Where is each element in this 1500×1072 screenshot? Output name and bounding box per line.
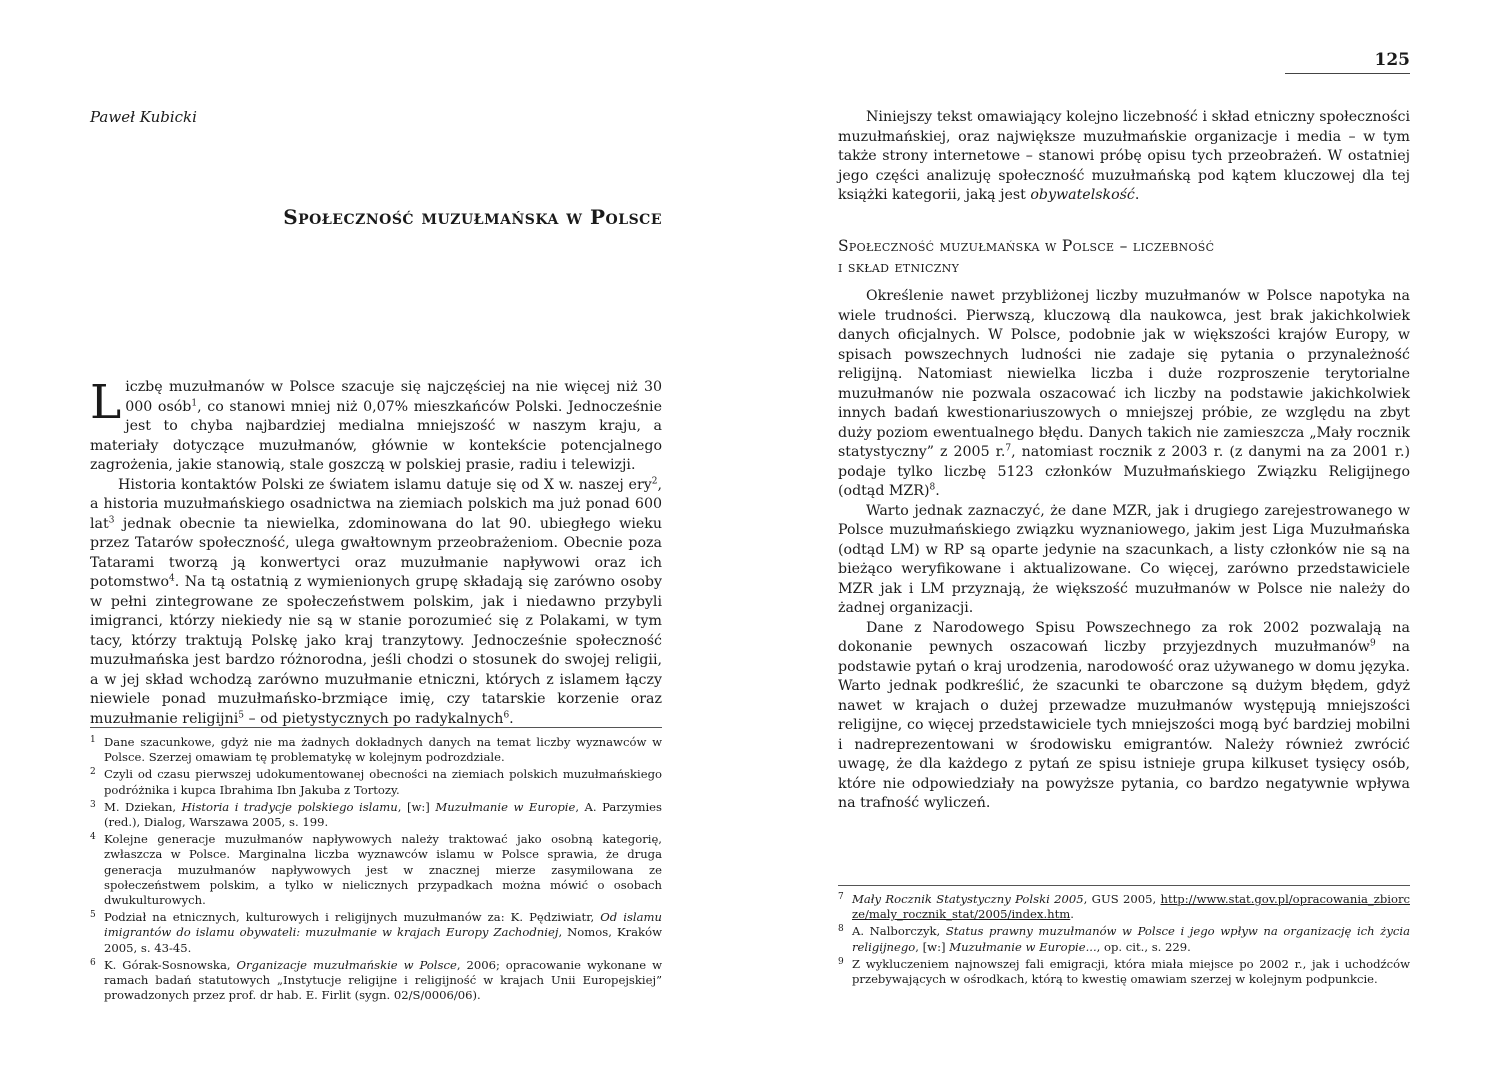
footnote: [838, 892, 1410, 922]
paragraph-text: Niniejszy tekst omawiający kolejno liczebność i skład etniczny społeczności muzułmańskiej, oraz największe muzułmańskie organizacje i media – w tym także strony internetowe – stanowi próbę opisu tych przeobrażeń. W ostatniej jego części analizuję społeczność muzułmańską pod kątem kluczowej dla tej książki kategorii, jaką jest: [838, 109, 1410, 203]
citation-title: Od islamu imigrantów do islamu obywateli: muzułmanie w krajach Europy Zachodniej: [104, 910, 662, 940]
footnote-ref[interactable]: 5: [238, 709, 244, 720]
footnote-number: 8: [838, 924, 844, 935]
footnote-text: Z wykluczeniem najnowszej fali emigracji, która miała miejsce po 2002 r., jak i uchodźców przebywających w ośrodkach, którą to kwestię omawiam szerzej w kolejnym podpunkcie.: [852, 956, 1410, 987]
footnote-text: Czyli od czasu pierwszej udokumentowanej obecności na ziemiach polskich muzułmańskiego podróżnika i kupca Ibrahima Ibn Jakuba z Tortozy.: [104, 767, 662, 797]
footnote-number: 7: [838, 892, 844, 902]
footnote-ref[interactable]: 3: [108, 514, 115, 525]
section-heading-line: Społeczność muzułmańska w Polsce – liczebność: [838, 237, 1215, 255]
section-heading-line: i skład etniczny: [838, 258, 960, 276]
right-page: [750, 0, 1500, 1072]
footnote: [90, 910, 662, 956]
footnote-segment: , [w:]: [397, 799, 436, 814]
footnote-text: [852, 892, 1410, 922]
citation-title: Organizacje muzułmańskie w Polsce: [236, 957, 457, 972]
footnote-segment: M. Dziekan,: [104, 799, 182, 814]
url-link[interactable]: http://www.stat.gov.pl/opracowania_zbiorcze/maly_rocznik_stat/2005/index.htm: [852, 892, 1410, 922]
paragraph-text: iczbę muzułmanów w Polsce szacuje się najczęściej na nie więcej niż 30 000 osób: [125, 379, 662, 415]
footnote-text: [104, 910, 662, 956]
page-number: 125: [1285, 50, 1410, 74]
footnote-number: 3: [90, 799, 96, 810]
citation-title: Status prawny muzułmanów w Polsce i jego wpływ na organizację ich życia religijnego: [852, 924, 1410, 954]
footnote: [90, 767, 662, 797]
right-body-text: [838, 287, 1410, 814]
footnote-segment: , 2006; opracowanie wykonane w ramach badań statutowych „Instytucje religijne i religijność w krajach Unii Europejskiej” prowadzonych przez prof. dr hab. E. Firlit (sygn. 02/S/0006/06).: [104, 957, 662, 1003]
paragraph-text: .: [1134, 187, 1140, 203]
footnote-segment: , A. Parzymies (red.), Dialog, Warszawa 2005, s. 199.: [104, 799, 662, 830]
paragraph-text: .: [509, 710, 514, 727]
footnote-segment: , GUS 2005,: [1083, 892, 1161, 906]
footnote-ref[interactable]: 6: [503, 709, 510, 720]
footnote-ref[interactable]: 8: [929, 482, 936, 493]
author-name: Paweł Kubicki: [90, 108, 197, 126]
footnote-segment: , Nomos, Kraków 2005, s. 43-45.: [104, 925, 662, 955]
footnote-segment: , [w:]: [915, 939, 950, 954]
footnote-segment: .: [1070, 907, 1074, 922]
citation-title: Muzułmanie w Europie...: [949, 939, 1097, 954]
paragraph: [838, 108, 1410, 206]
footnote-number: 4: [90, 832, 96, 843]
footnote-ref[interactable]: 2: [651, 475, 658, 486]
footnote-segment: K. Górak-Sosnowska,: [104, 957, 237, 972]
paragraph-text: jednak obecnie ta niewielka, zdominowana do lat 90. ubiegłego wieku przez Tatarów społeczność, ulega gwałtownym przeobrażeniom. Obecnie poza Tatarami tworzą ją konwertyci oraz muzułmanie napływowi oraz ich potomstwo: [90, 515, 662, 590]
intro-text: [838, 108, 1410, 206]
emphasis-term: obywatelskość: [1030, 187, 1135, 203]
footnote: [838, 924, 1410, 954]
footnote-segment: Podział na etnicznych, kulturowych i religijnych muzułmanów za: K. Pędziwiatr,: [104, 910, 601, 925]
footnote-segment: , op. cit., s. 229.: [1096, 939, 1191, 954]
paragraph: [90, 375, 662, 476]
footnote-text: Kolejne generacje muzułmanów napływowych należy traktować jako osobną kategorię, zwłaszcza w Polsce. Marginalna liczba wyznawców islamu w Polsce sprawia, że druga generacja muzułmanów napływowych jest w znacznej mierze zasymilowana ze społeczeństwem polskim, a tylko w nielicznych przypadkach można mówić o osobach dwukulturowych.: [104, 832, 662, 908]
footnote-ref[interactable]: 9: [1369, 638, 1376, 649]
left-body-text: [90, 375, 662, 729]
footnote-text: Dane szacunkowe, gdyż nie ma żadnych dokładnych danych na temat liczby wyznawców w Polsce. Szerzej omawiam tę problematykę w kolejnym podrozdziale.: [104, 735, 662, 765]
footnote-segment: A. Nalborczyk,: [852, 924, 946, 939]
drop-cap: L: [90, 375, 122, 430]
paragraph-text: Historia kontaktów Polski ze światem islamu datuje się od X w. naszej ery: [118, 476, 652, 493]
paragraph-text: , natomiast rocznik z 2003 r. (z danymi na za 2001 r.) podaje tylko liczbę 5123 członków Muzułmańskiego Związku Religijnego (odtąd MZR): [838, 444, 1411, 499]
footnotes-left: [90, 727, 662, 1005]
paragraph-text: – od pietystycznych po radykalnych: [243, 710, 504, 727]
citation-title: Historia i tradycje polskiego islamu: [181, 799, 398, 814]
section-heading: [838, 236, 1410, 278]
footnote-number: 6: [90, 957, 96, 968]
paragraph: [838, 619, 1410, 814]
paragraph-text: Dane z Narodowego Spisu Powszechnego za rok 2002 pozwalają na dokonanie pewnych oszacowań liczby przyjezdnych muzułmanów: [838, 619, 1410, 655]
footnote-number: 9: [838, 956, 844, 967]
footnote-text: [104, 800, 662, 830]
footnote-text: [852, 924, 1410, 954]
footnote: [90, 735, 662, 765]
paragraph-text: , a historia muzułmańskiego osadnictwa na ziemiach polskich ma już ponad 600 lat: [90, 476, 662, 532]
footnote-ref[interactable]: 7: [1005, 443, 1012, 454]
footnote-number: 5: [90, 910, 96, 921]
chapter-title: Społeczność muzułmańska w Polsce: [283, 205, 662, 229]
paragraph-text: .: [935, 483, 940, 499]
footnote: [838, 957, 1410, 987]
paragraph-text: Określenie nawet przybliżonej liczby muzułmanów w Polsce napotyka na wiele trudności. Pierwszą, kluczową dla naukowca, jest brak jakichkolwiek danych oficjalnych. W Polsce, podobnie jak w większości krajów Europy, w spisach powszechnych ludności nie zadaje się pytania o przynależność religijną. Natomiast niewielka liczba i duże rozproszenie terytorialne muzułmanów nie pozwala oszacować ich liczby na podstawie jakichkolwiek innych badań kwestionariuszowych o mniejszej próbie, ze względu na zbyt duży poziom ewentualnego błędu. Danych takich nie zamieszcza „Mały rocznik statystyczny” z 2005 r.: [838, 288, 1410, 460]
paragraph: [838, 502, 1410, 619]
footnote-ref[interactable]: 4: [169, 573, 175, 584]
footnote: [90, 800, 662, 830]
footnote: [90, 958, 662, 1004]
paragraph-text: Warto jednak zaznaczyć, że dane MZR, jak i drugiego zarejestrowanego w Polsce muzułmańskiego związku wyznaniowego, jakim jest Liga Muzułmańska (odtąd LM) w RP są oparte jedynie na szacunkach, a listy członków nie są na bieżąco weryfikowane i aktualizowane. Co więcej, zarówno przedstawiciele MZR jak i LM przyznają, że większość muzułmanów w Polsce nie należy do żadnej organizacji.: [838, 502, 1410, 616]
footnote-ref[interactable]: 1: [191, 397, 198, 408]
footnote: [90, 832, 662, 908]
footnotes-right: [838, 885, 1410, 989]
footnote-text: [104, 958, 662, 1004]
citation-title: Muzułmanie w Europie: [435, 799, 576, 814]
footnote-number: 2: [90, 767, 96, 778]
paragraph: [90, 476, 662, 730]
paragraph: [838, 287, 1410, 502]
citation-title: Mały Rocznik Statystyczny Polski 2005: [852, 892, 1084, 906]
paragraph-text: , co stanowi mniej niż 0,07% mieszkańców Polski. Jednocześnie jest to chyba najbardziej medialna mniejszość w naszym kraju, a materiały dotyczące muzułmanów, głównie w kontekście potencjalnego zagrożenia, jakie stanowią, stale goszczą w polskiej prasie, radiu i telewizji.: [90, 398, 662, 473]
paragraph-text: na podstawie pytań o kraj urodzenia, narodowość oraz używanego w domu języka. Warto jednak podkreślić, że szacunki te obarczone są dużym błędem, gdyż nawet w krajach o dużej przewadze muzułmanów występują mniejszości religijne, co więcej przedstawiciele tych mniejszości mogą być bardziej mobilni i nadreprezentowani w środowisku emigrantów. Należy również zwrócić uwagę, że dla każdego z pytań ze spisu istnieje grupa kilkuset tysięcy osób, które nie odpowiedziały na powyższe pytania, co bardzo negatywnie wpływa na trafność wyliczeń.: [838, 639, 1411, 811]
paragraph-text: . Na tą ostatnią z wymienionych grupę składają się zarówno osoby w pełni zintegrowane ze społeczeństwem polskim, jak i niedawno przybyli imigranci, którzy niekiedy nie są w stanie porozumieć się z Polakami, w tym tacy, którzy traktują Polskę jako kraj tranzytowy. Jednocześnie społeczność muzułmańska jest bardzo różnorodna, jeśli chodzi o stosunek do swojej religii, a w jej skład wchodzą zarówno muzułmanie etniczni, których z islamem łączy niewiele ponad muzułmańsko-brzmiące imię, czy tatarskie korzenie oraz muzułmanie religijni: [90, 574, 662, 727]
footnote-number: 1: [90, 735, 96, 745]
